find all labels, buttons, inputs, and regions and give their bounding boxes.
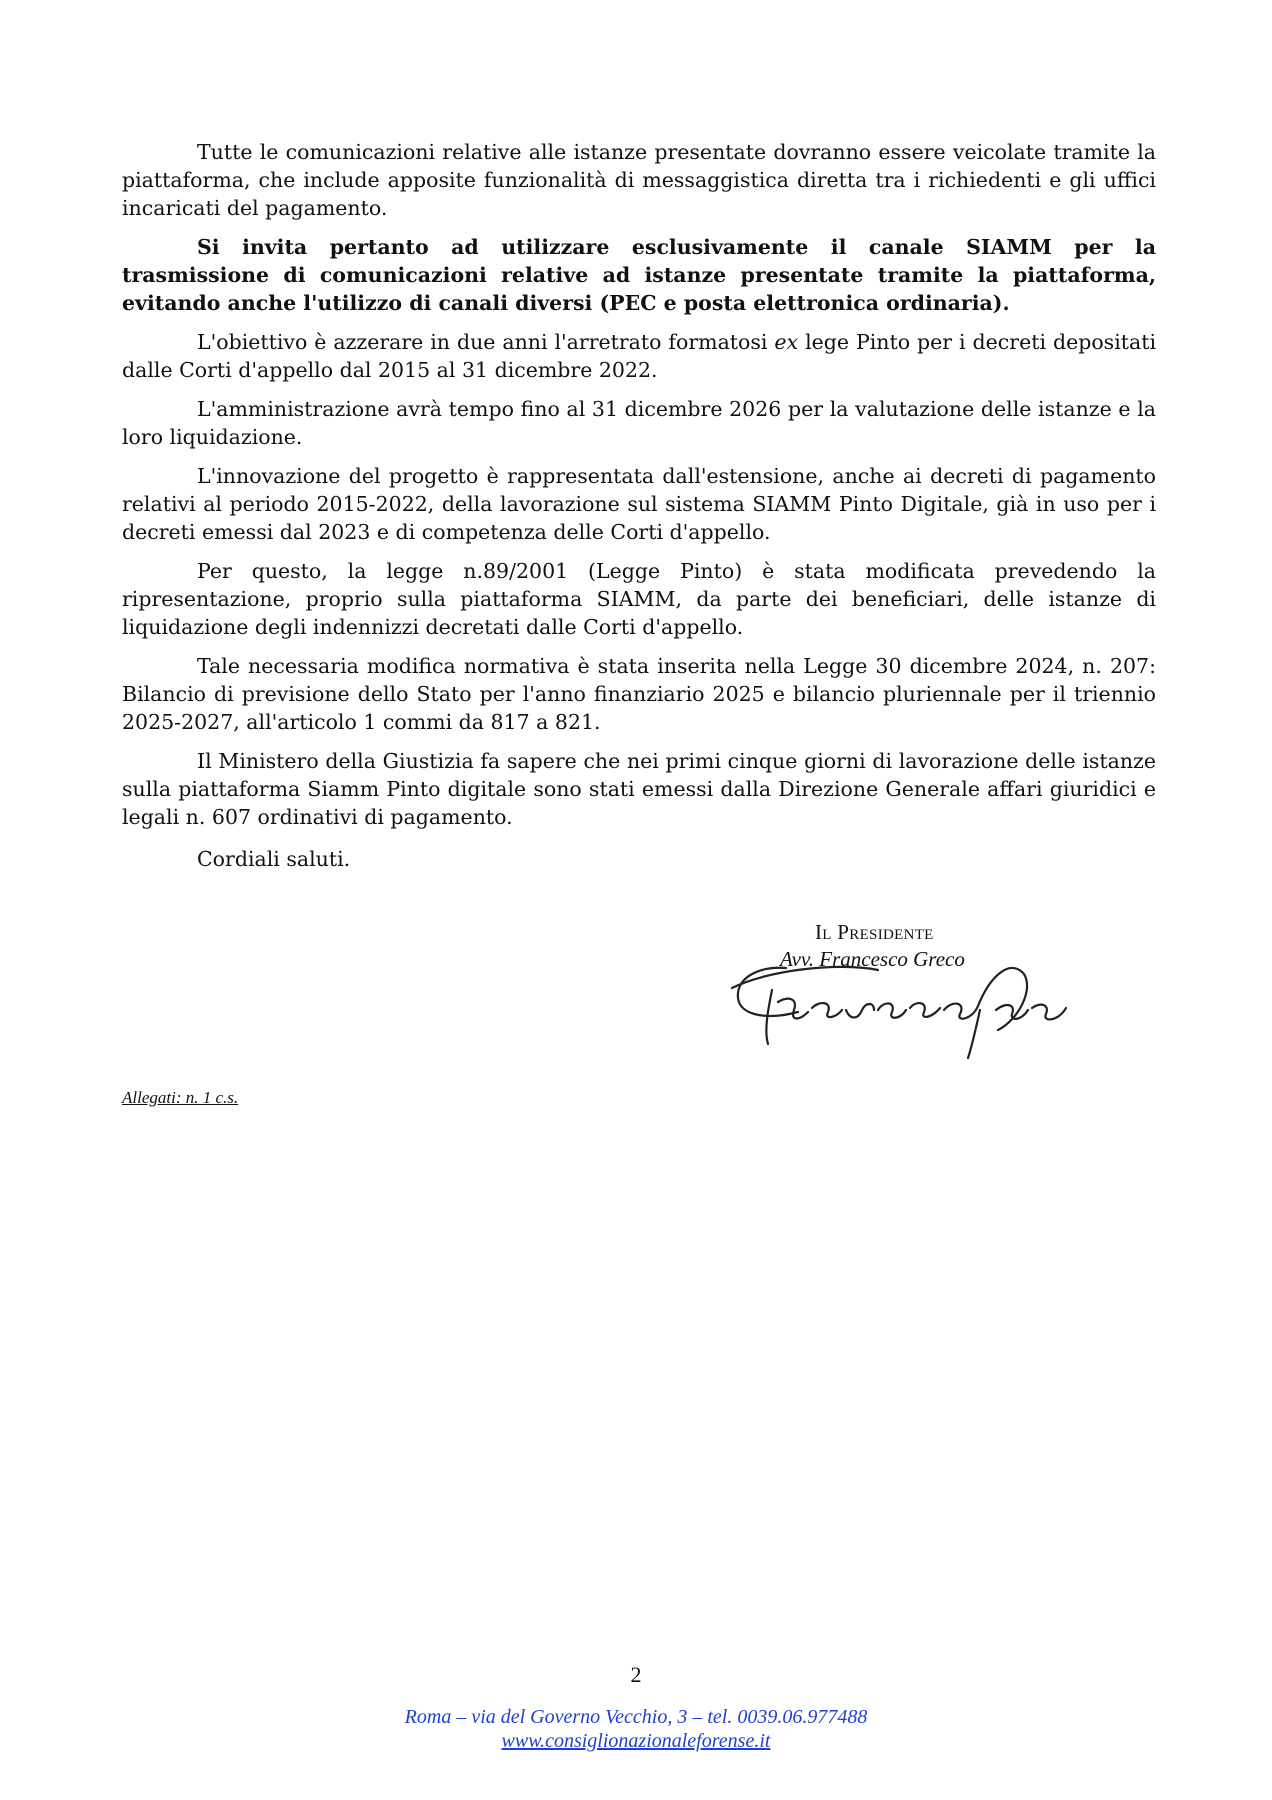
page-number: 2 bbox=[630, 1662, 642, 1687]
objective-text-start: L'obiettivo è azzerare in due anni l'arretrato formatosi bbox=[197, 330, 775, 354]
paragraph-siamm-channel-notice: Si invita pertanto ad utilizzare esclusivamente il canale SIAMM per la trasmissione di comunicazioni relative ad istanze presentate tramite la piattaforma, evitando anche l'utilizzo di canali diversi (PEC e posta elettronica ordinaria). bbox=[122, 235, 1156, 315]
objective-text-italic: ex bbox=[774, 330, 799, 354]
signatory-role: Il Presidente bbox=[815, 920, 934, 944]
footer-address: Roma – via del Governo Vecchio, 3 – tel. 0039.06.977488 bbox=[404, 1706, 868, 1728]
signatory-name: Avv. Francesco Greco bbox=[780, 947, 965, 971]
paragraph-innovation: L'innovazione del progetto è rappresentata dall'estensione, anche ai decreti di pagamento relativi al periodo 2015-2022, della lavorazione sul sistema SIAMM Pinto Digitale, già in uso per i decreti emessi dal 2023 e di competenza delle Corti d'appello. bbox=[122, 464, 1156, 544]
signature-block bbox=[740, 920, 1100, 1070]
handwritten-signature bbox=[728, 950, 1088, 1060]
closing-greeting: Cordiali saluti. bbox=[197, 847, 351, 871]
paragraph-ministry-results: Il Ministero della Giustizia fa sapere che nei primi cinque giorni di lavorazione delle istanze sulla piattaforma Siamm Pinto digitale sono stati emessi dalla Direzione Generale affari giuridici e legali n. 607 ordinativi di pagamento. bbox=[122, 749, 1156, 829]
objective-text-end: lege Pinto per i decreti depositati dalle Corti d'appello dal 2015 al 31 dicembre 2022. bbox=[122, 330, 1157, 382]
paragraph-law-change: Per questo, la legge n.89/2001 (Legge Pinto) è stata modificata prevedendo la ripresentazione, proprio sulla piattaforma SIAMM, da parte dei beneficiari, delle istanze di liquidazione degli indennizzi decretati dalle Corti d'appello. bbox=[122, 559, 1156, 639]
paragraph-budget-law: Tale necessaria modifica normativa è stata inserita nella Legge 30 dicembre 2024, n. 207: Bilancio di previsione dello Stato per l'anno finanziario 2025 e bilancio pluriennale per il triennio 2025-2027, all'articolo 1 commi da 817 a 821. bbox=[122, 654, 1156, 734]
attachments-note: Allegati: n. 1 c.s. bbox=[122, 1088, 239, 1107]
page-footer bbox=[0, 1705, 1272, 1753]
paragraph-objective bbox=[122, 328, 1156, 384]
letter-body bbox=[122, 138, 1156, 884]
paragraph-communications: Tutte le comunicazioni relative alle istanze presentate dovranno essere veicolate tramite la piattaforma, che include apposite funzionalità di messaggistica diretta tra i richiedenti e gli uffici incaricati del pagamento. bbox=[122, 140, 1156, 220]
footer-website-link[interactable]: www.consiglionazionaleforense.it bbox=[501, 1730, 771, 1752]
paragraph-deadline: L'amministrazione avrà tempo fino al 31 dicembre 2026 per la valutazione delle istanze e la loro liquidazione. bbox=[122, 397, 1156, 449]
